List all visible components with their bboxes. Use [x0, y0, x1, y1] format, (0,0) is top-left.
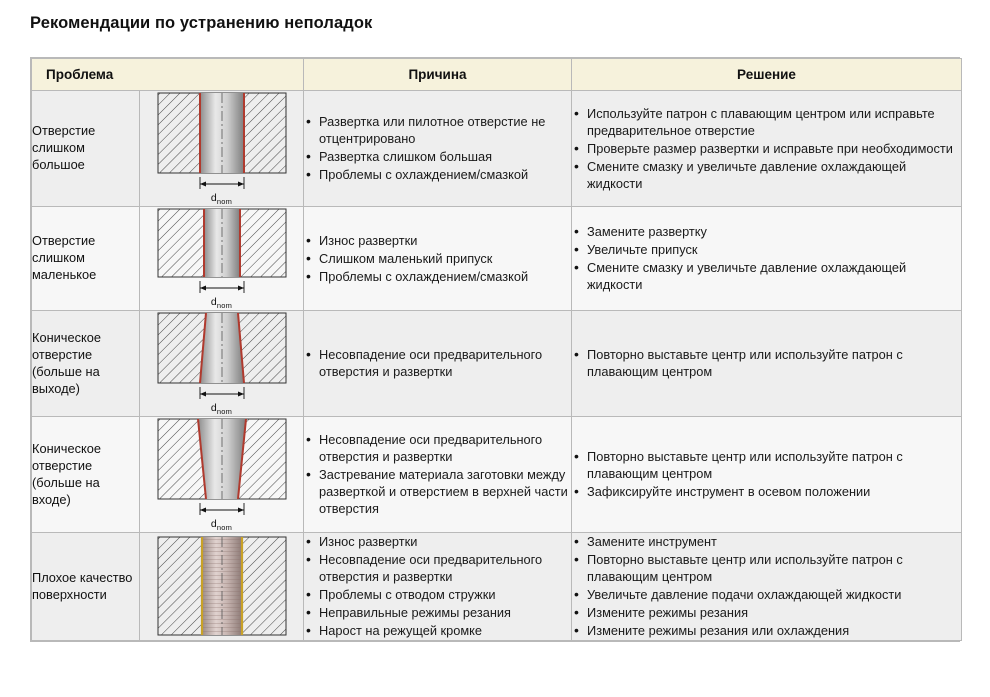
table-row — [32, 417, 962, 533]
list-item: • Повторно выставьте центр или используйте патрон с плавающим центром — [572, 551, 961, 585]
cause-cell — [304, 417, 572, 533]
dimension-label: $d_{nom}$ — [210, 296, 233, 311]
list-item: • Используйте патрон с плавающим центром или исправьте предварительное отверстие — [572, 105, 961, 139]
figure-cell — [140, 207, 304, 311]
problem-cell: Отверстие слишком маленькое — [32, 207, 140, 311]
figure-cell — [140, 91, 304, 207]
list-item: • Смените смазку и увеличьте давление охлаждающей жидкости — [572, 259, 961, 293]
list-item: • Износ развертки — [304, 232, 571, 249]
list-item: • Проблемы с отводом стружки — [304, 586, 571, 603]
list-item: • Износ развертки — [304, 533, 571, 550]
problem-cell: Коническое отверстие (больше на входе) — [32, 417, 140, 533]
hole-too-large-diagram — [152, 91, 292, 206]
cause-cell — [304, 207, 572, 311]
figure-cell — [140, 533, 304, 641]
cause-cell — [304, 91, 572, 207]
poor-surface-finish-diagram — [152, 535, 292, 639]
cause-cell — [304, 311, 572, 417]
problem-cell: Коническое отверстие (больше на выходе) — [32, 311, 140, 417]
troubleshooting-table — [30, 57, 960, 642]
list-item: • Развертка или пилотное отверстие не отцентрировано — [304, 113, 571, 147]
tapered-hole-entry-diagram — [152, 417, 292, 532]
list-item: • Развертка слишком большая — [304, 148, 571, 165]
list-item: • Проблемы с охлаждением/смазкой — [304, 268, 571, 285]
table-row — [32, 91, 962, 207]
header-problem: Проблема — [32, 59, 304, 91]
list-item: • Измените режимы резания или охлаждения — [572, 622, 961, 639]
dimension-label: $d_{nom}$ — [210, 518, 233, 533]
table-header-row — [32, 59, 962, 91]
list-item: • Слишком маленький припуск — [304, 250, 571, 267]
table-row — [32, 311, 962, 417]
list-item: • Несовпадение оси предварительного отверстия и развертки — [304, 346, 571, 380]
list-item: • Замените развертку — [572, 223, 961, 240]
solution-cell — [572, 91, 962, 207]
problem-cell: Отверстие слишком большое — [32, 91, 140, 207]
dimension-label: $d_{nom}$ — [210, 192, 233, 207]
figure-cell — [140, 311, 304, 417]
solution-cell — [572, 311, 962, 417]
figure-cell — [140, 417, 304, 533]
solution-cell — [572, 207, 962, 311]
header-solution: Решение — [572, 59, 962, 91]
list-item: • Неправильные режимы резания — [304, 604, 571, 621]
list-item: • Нарост на режущей кромке — [304, 622, 571, 639]
tapered-hole-exit-diagram — [152, 311, 292, 416]
list-item: • Повторно выставьте центр или используйте патрон с плавающим центром — [572, 448, 961, 482]
list-item: • Смените смазку и увеличьте давление охлаждающей жидкости — [572, 158, 961, 192]
list-item: • Увеличьте давление подачи охлаждающей жидкости — [572, 586, 961, 603]
list-item: • Повторно выставьте центр или используйте патрон с плавающим центром — [572, 346, 961, 380]
solution-cell — [572, 417, 962, 533]
hole-too-small-diagram — [152, 207, 292, 310]
list-item: • Проверьте размер развертки и исправьте при необходимости — [572, 140, 961, 157]
list-item: • Несовпадение оси предварительного отверстия и развертки — [304, 551, 571, 585]
list-item: • Проблемы с охлаждением/смазкой — [304, 166, 571, 183]
list-item: • Несовпадение оси предварительного отверстия и развертки — [304, 431, 571, 465]
list-item: • Зафиксируйте инструмент в осевом положении — [572, 483, 961, 500]
problem-cell: Плохое качество поверхности — [32, 533, 140, 641]
header-cause: Причина — [304, 59, 572, 91]
cause-cell — [304, 533, 572, 641]
list-item: • Замените инструмент — [572, 533, 961, 550]
solution-cell — [572, 533, 962, 641]
list-item: • Измените режимы резания — [572, 604, 961, 621]
table-row — [32, 207, 962, 311]
table-row — [32, 533, 962, 641]
list-item: • Увеличьте припуск — [572, 241, 961, 258]
list-item: • Застревание материала заготовки между разверткой и отверстием в верхней части отверстия — [304, 466, 571, 517]
dimension-label: $d_{nom}$ — [210, 402, 233, 417]
page-title: Рекомендации по устранению неполадок — [30, 14, 373, 32]
